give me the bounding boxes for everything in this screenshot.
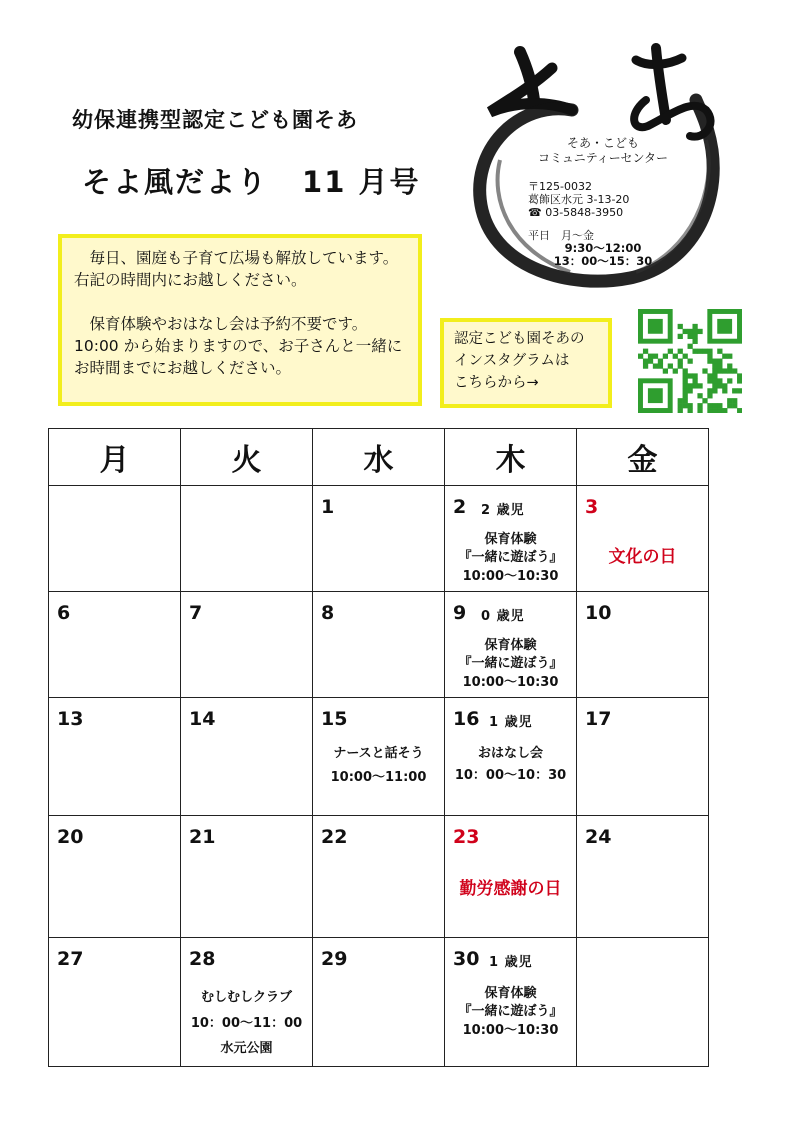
day-cell	[313, 938, 445, 1067]
org-name: 幼保連携型認定こども園そあ	[72, 108, 358, 132]
day-cell	[181, 816, 313, 938]
day-cell	[445, 486, 577, 592]
event-subtitle: 『一緒に遊ぼう』	[458, 550, 563, 565]
notice-line: 保育体験やおはなし会は予約不要です。	[74, 315, 368, 333]
event-time: 10:00～10:30	[462, 569, 559, 584]
day-number: 29	[321, 948, 348, 970]
day-number: 24	[585, 826, 612, 848]
day-number: 27	[57, 948, 84, 970]
week-row	[49, 938, 709, 1067]
day-number: 16	[453, 708, 480, 730]
day-number: 8	[321, 602, 335, 624]
day-cell	[577, 486, 709, 592]
event-time: 10:00～10:30	[462, 675, 559, 690]
event-time: 10：00～11：00	[190, 1016, 303, 1031]
center-name: そあ・こども	[566, 136, 639, 150]
week-row	[49, 486, 709, 592]
title-text: そよ風だより	[82, 165, 269, 199]
day-number: 10	[585, 602, 612, 624]
day-cell-empty	[49, 486, 181, 592]
day-cell	[577, 698, 709, 816]
day-number: 17	[585, 708, 612, 730]
day-number: 21	[189, 826, 216, 848]
event-place: 水元公園	[220, 1041, 273, 1056]
day-cell	[445, 698, 577, 816]
instagram-link-text[interactable]: こちらから→	[454, 375, 539, 391]
day-cell	[577, 592, 709, 698]
event-title: 保育体験	[484, 532, 537, 547]
event-time: 10:00～10:30	[462, 1023, 559, 1038]
week-row	[49, 816, 709, 938]
qr-code-icon[interactable]	[638, 309, 742, 413]
event-subtitle: 『一緒に遊ぼう』	[458, 656, 563, 671]
event-time: 10：00～10：30	[454, 768, 567, 783]
instagram-line: インスタグラムは	[454, 353, 570, 369]
day-cell	[49, 816, 181, 938]
day-number: 14	[189, 708, 216, 730]
day-cell	[181, 592, 313, 698]
week-row	[49, 592, 709, 698]
day-number: 28	[189, 948, 216, 970]
day-cell	[445, 938, 577, 1067]
day-number: 15	[321, 708, 348, 730]
notice-line: お時間までにお越しください。	[74, 359, 292, 377]
issue-text: 11 月号	[302, 165, 421, 199]
notice-line: 毎日、園庭も子育て広場も解放しています。	[74, 249, 399, 267]
newsletter-title	[82, 160, 420, 201]
event-time: 10:00～11:00	[330, 770, 427, 785]
day-cell	[49, 592, 181, 698]
day-cell	[49, 938, 181, 1067]
calendar-table	[48, 428, 709, 1067]
day-cell	[577, 816, 709, 938]
day-cell	[313, 816, 445, 938]
day-number: 20	[57, 826, 84, 848]
weekday-mon: 月	[49, 429, 181, 486]
day-number: 9	[453, 602, 467, 624]
weekday-tue: 火	[181, 429, 313, 486]
day-number: 1	[321, 496, 335, 518]
day-number: 30	[453, 948, 480, 970]
hours-morning: 9:30～12:00	[564, 241, 642, 255]
weekday-fri: 金	[577, 429, 709, 486]
hours-afternoon: 13：00～15：30	[553, 254, 653, 268]
day-cell	[313, 592, 445, 698]
day-cell	[181, 938, 313, 1067]
day-cell	[445, 592, 577, 698]
event-title: 保育体験	[484, 986, 537, 1001]
week-row	[49, 698, 709, 816]
day-cell	[181, 698, 313, 816]
event-title: 保育体験	[484, 638, 537, 653]
day-number: 6	[57, 602, 71, 624]
day-cell	[313, 486, 445, 592]
day-number: 13	[57, 708, 84, 730]
day-cell	[445, 816, 577, 938]
age-tag: 0 歳児	[481, 609, 525, 624]
day-number: 2	[453, 496, 467, 518]
age-tag: 1 歳児	[489, 955, 533, 970]
day-cell-empty	[181, 486, 313, 592]
notice-line: 右記の時間内にお越しください。	[74, 271, 307, 289]
day-number: 23	[453, 826, 480, 848]
age-tag: 2 歳児	[481, 503, 525, 518]
center-info	[528, 136, 678, 268]
holiday-label: 勤労感謝の日	[459, 879, 562, 899]
instagram-box	[440, 318, 612, 408]
phone: ☎ 03-5848-3950	[528, 206, 624, 219]
day-cell-empty	[577, 938, 709, 1067]
event-title: むしむしクラブ	[200, 990, 292, 1005]
instagram-line: 認定こども園そあの	[454, 331, 585, 347]
event-subtitle: 『一緒に遊ぼう』	[458, 1004, 563, 1019]
day-number: 7	[189, 602, 203, 624]
day-number: 3	[585, 496, 599, 518]
postal-code: 〒125-0032	[528, 180, 592, 193]
day-number: 22	[321, 826, 348, 848]
day-cell	[49, 698, 181, 816]
weekday-header-row	[49, 429, 709, 486]
holiday-label: 文化の日	[608, 547, 677, 567]
address: 葛飾区水元 3-13-20	[528, 193, 630, 206]
day-cell	[313, 698, 445, 816]
event-title: おはなし会	[477, 746, 543, 761]
age-tag: 1 歳児	[489, 715, 533, 730]
notice-box	[58, 234, 422, 406]
open-days: 平日 月～金	[528, 229, 594, 242]
weekday-thu: 木	[445, 429, 577, 486]
event-title: ナースと話そう	[333, 746, 424, 761]
weekday-wed: 水	[313, 429, 445, 486]
notice-line: 10:00 から始まりますので、お子さんと一緒に	[74, 337, 403, 355]
center-name: コミュニティーセンター	[537, 151, 669, 165]
